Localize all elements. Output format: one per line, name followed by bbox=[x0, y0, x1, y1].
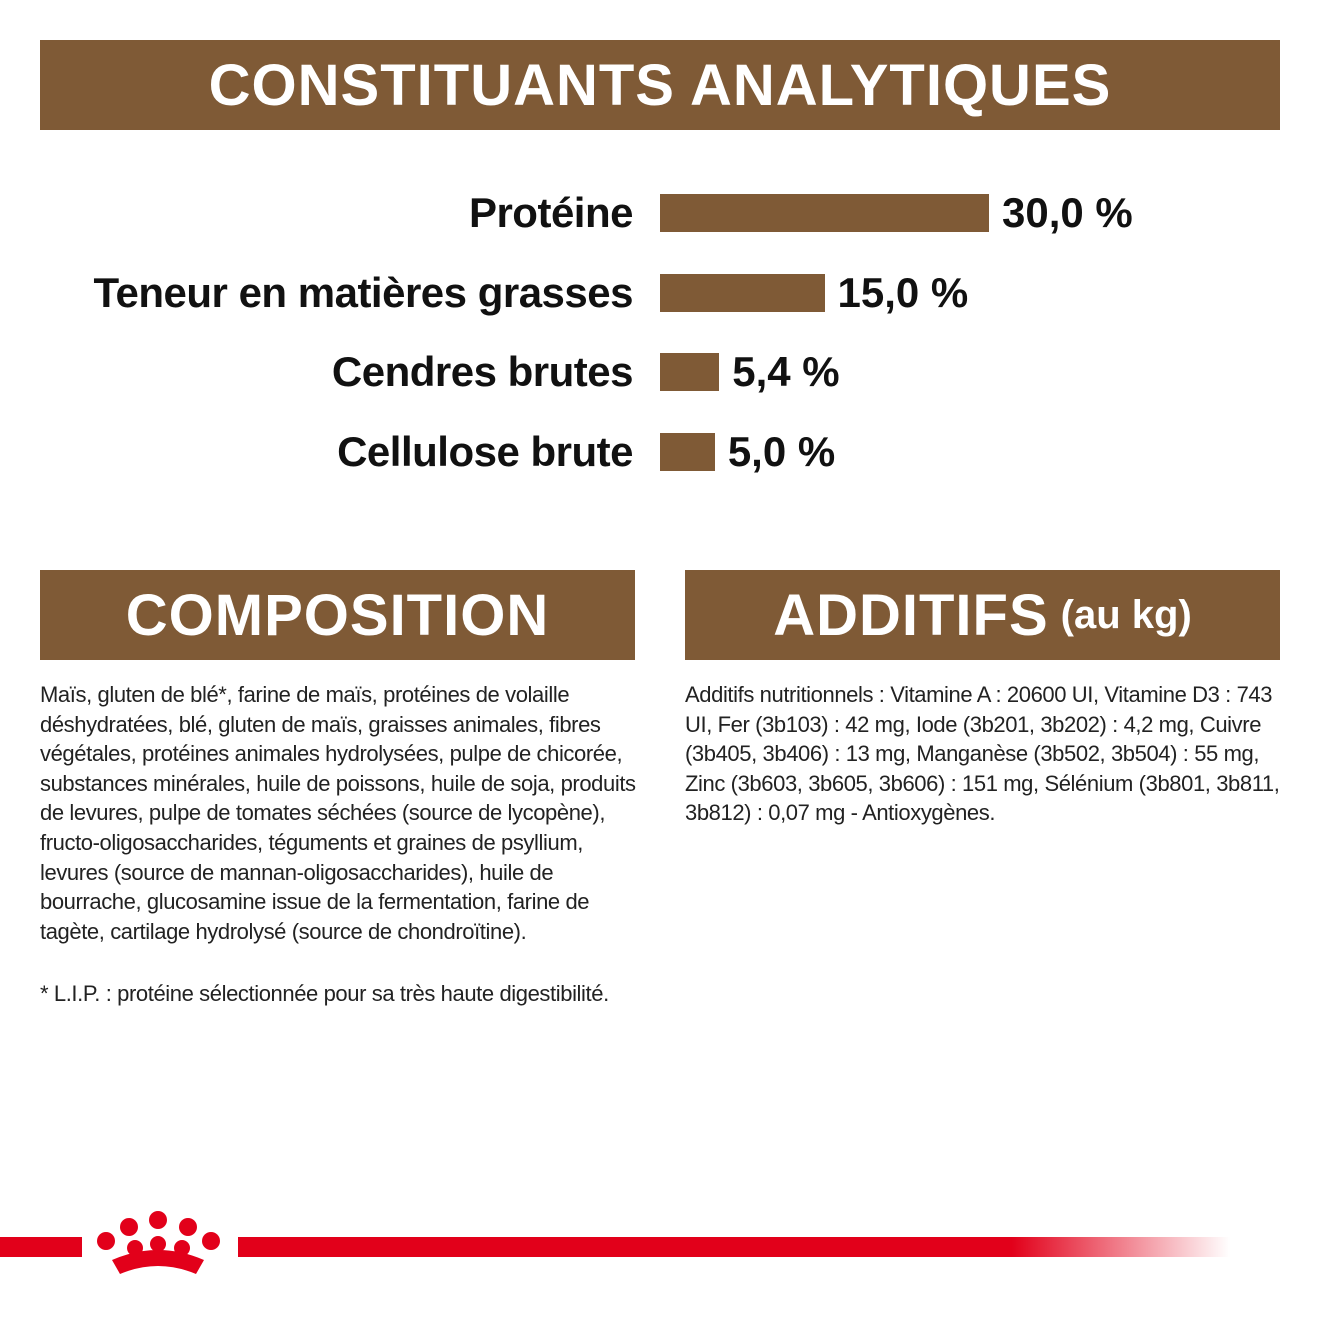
heading-additifs-text: ADDITIFS bbox=[773, 582, 1049, 648]
heading-composition-text: COMPOSITION bbox=[125, 582, 550, 648]
analytic-value: 30,0 % bbox=[1002, 189, 1133, 236]
analytic-bar bbox=[660, 274, 825, 312]
analytic-label: Cellulose brute bbox=[337, 427, 633, 475]
heading-analytic-constituents bbox=[40, 40, 1280, 130]
analytic-bar bbox=[660, 194, 989, 232]
heading-additifs bbox=[685, 570, 1280, 660]
analytic-row bbox=[0, 422, 1320, 482]
analytic-label: Cendres brutes bbox=[331, 348, 633, 395]
footer-brand-line bbox=[0, 1200, 1320, 1320]
analytic-row bbox=[0, 183, 1320, 243]
heading-additifs-sub: (au kg) bbox=[1060, 592, 1192, 637]
analytic-value: 5,4 % bbox=[732, 348, 840, 395]
analytic-value: 15,0 % bbox=[837, 268, 969, 316]
analytic-label: Teneur en matières grasses bbox=[93, 268, 633, 316]
composition-footnote: * L.I.P. : protéine sélectionnée pour sa très haute digestibilité. bbox=[40, 981, 609, 1006]
heading-composition bbox=[40, 570, 635, 660]
analytic-bar bbox=[660, 353, 719, 391]
analytic-row bbox=[0, 342, 1320, 402]
analytic-value: 5,0 % bbox=[727, 427, 836, 475]
composition-text: Maïs, gluten de blé*, farine de maïs, protéines de volaille déshydratées, blé, gluten de maïs, graisses animales, fibres végétales, protéines animales hydrolysées, pulpe de chicorée, substances minérales, huile de poissons, huile de soja, produits de levures, pulpe de tomates séchées (source de lycopène), fructo-oligosaccharides, téguments et graines de psyllium, levures (source de mannan-oligosaccharides), huile de bourrache, glucosamine issue de la fermentation, farine de tagète, cartilage hydrolysé (source de chondroïtine). bbox=[40, 682, 636, 944]
footer-red-line-right bbox=[238, 1237, 1230, 1257]
heading-analytic-text: CONSTITUANTS ANALYTIQUES bbox=[208, 52, 1112, 118]
analytic-label: Protéine bbox=[468, 189, 633, 236]
analytic-bar bbox=[660, 433, 715, 471]
additifs-text: Additifs nutritionnels : Vitamine A : 20600 UI, Vitamine D3 : 743 UI, Fer (3b103) : 42 mg, Iode (3b201, 3b202) : 4,2 mg, Cuivre (3b405, 3b406) : 13 mg, Manganèse (3b502, 3b504) : 55 mg, Zinc (3b603, 3b605, 3b606) : 151 mg, Sélénium (3b801, 3b811, 3b812) : 0,07 mg - Antioxygènes. bbox=[685, 682, 1280, 826]
footer-red-line-left bbox=[0, 1237, 82, 1257]
crown-logo-icon bbox=[97, 1211, 220, 1274]
analytic-row bbox=[0, 263, 1320, 323]
